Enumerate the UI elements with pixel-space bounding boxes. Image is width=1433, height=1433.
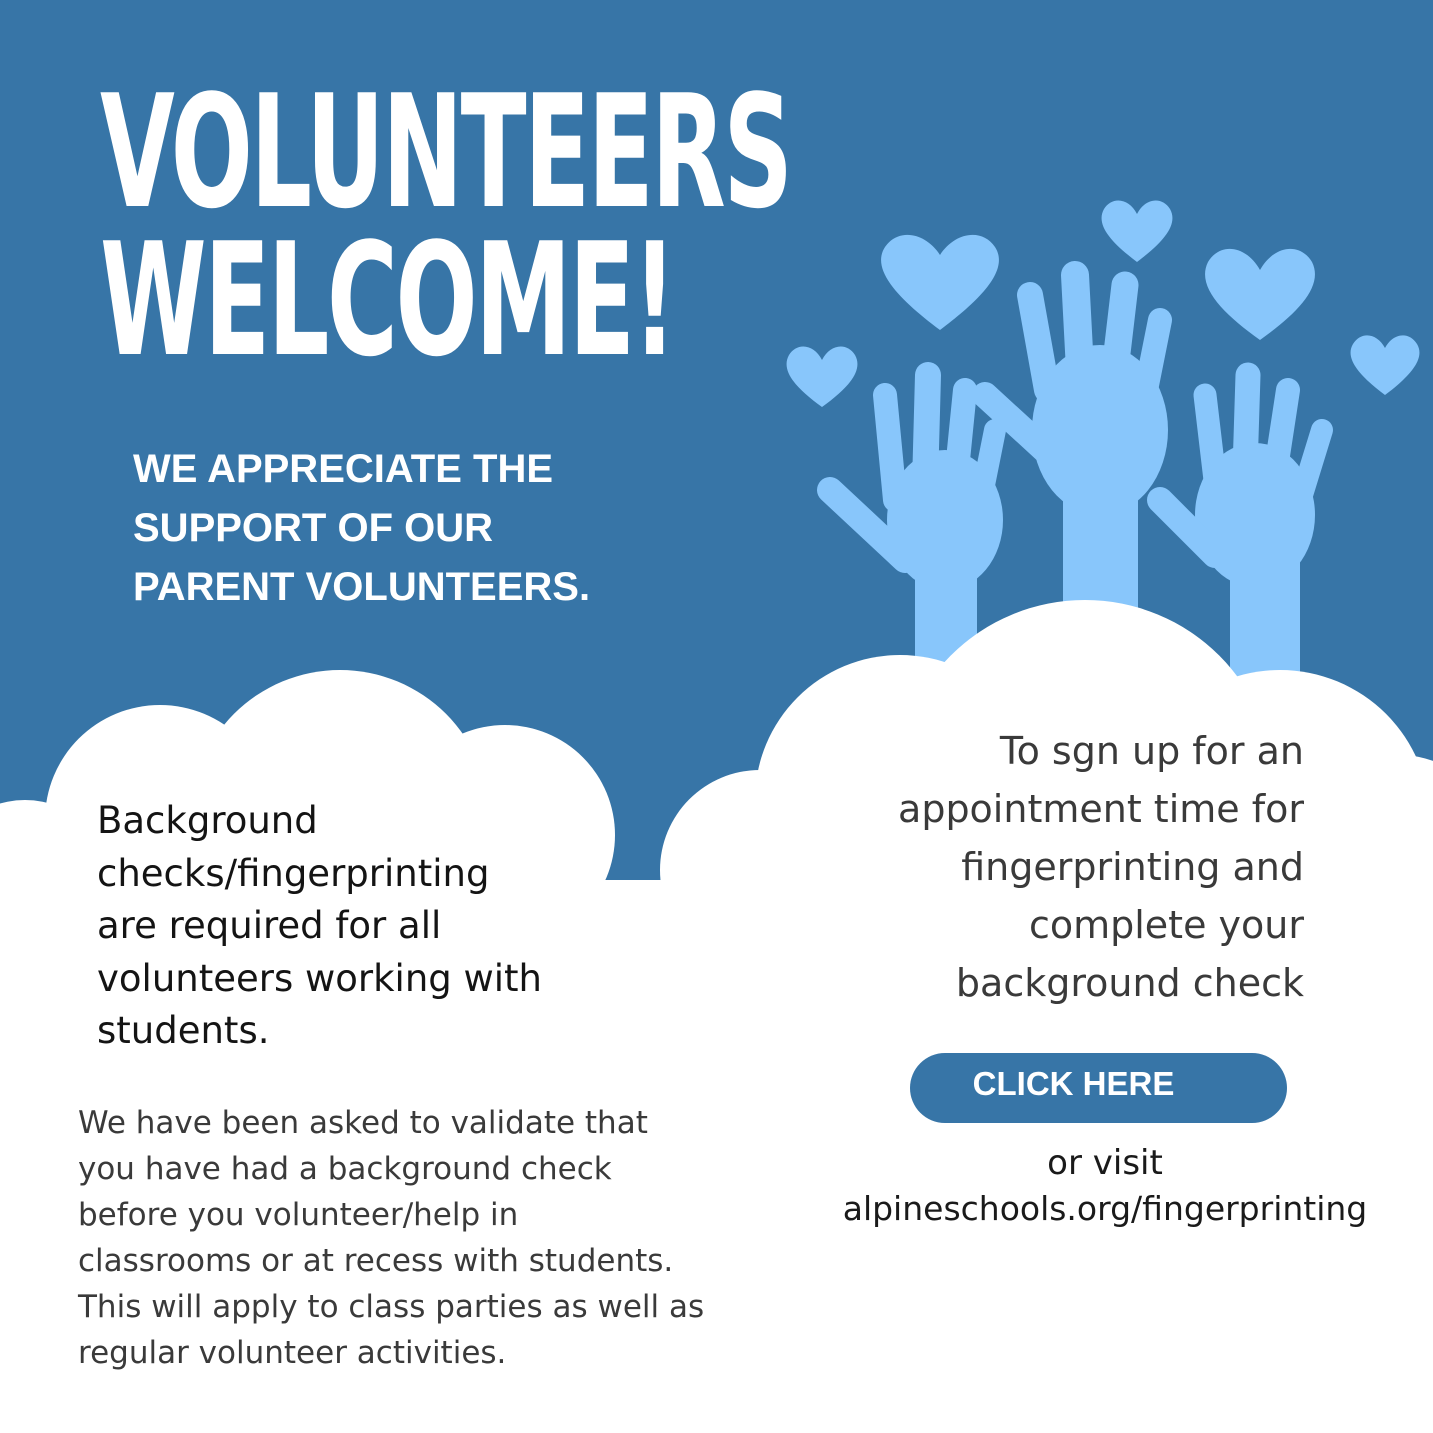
click-here-button[interactable]: CLICK HERE — [910, 1053, 1287, 1123]
text-line: regular volunteer activities. — [78, 1335, 507, 1371]
visit-url-block — [810, 1140, 1400, 1232]
text-line: checks/fingerprinting — [97, 851, 490, 895]
title-line: VOLUNTEERS — [100, 61, 791, 243]
text-line: complete your — [1028, 903, 1304, 947]
validation-notice — [78, 1100, 704, 1376]
text-line: you have had a background check — [78, 1151, 612, 1187]
signup-instructions — [898, 722, 1304, 1012]
text-line: background check — [955, 961, 1304, 1005]
text-line: Background — [97, 799, 318, 842]
text-line: fingerprinting and — [961, 845, 1304, 889]
fingerprinting-url-link[interactable]: alpineschools.org/fingerprinting — [842, 1189, 1368, 1228]
text-line: We have been asked to validate that — [78, 1105, 648, 1141]
text-line: before you volunteer/help in — [78, 1197, 519, 1233]
text-line: students. — [97, 1009, 270, 1052]
text-line: appointment time for — [898, 787, 1304, 831]
background-check-requirement — [97, 795, 542, 1058]
text-line: To sgn up for an — [999, 729, 1304, 773]
text-line: are required for all — [97, 904, 442, 947]
appreciation-subtitle — [133, 440, 590, 617]
subtitle-line: WE APPRECIATE THE — [133, 447, 554, 491]
text-line: classrooms or at recess with students. — [78, 1243, 674, 1279]
page-title — [100, 61, 791, 391]
subtitle-line: PARENT VOLUNTEERS. — [133, 565, 591, 609]
title-line: WELCOME! — [100, 209, 675, 391]
subtitle-line: SUPPORT OF OUR — [133, 506, 494, 550]
text-line: volunteers working with — [97, 956, 543, 1000]
or-visit-label: or visit — [1047, 1143, 1163, 1183]
text-line: This will apply to class parties as well as — [78, 1289, 705, 1325]
